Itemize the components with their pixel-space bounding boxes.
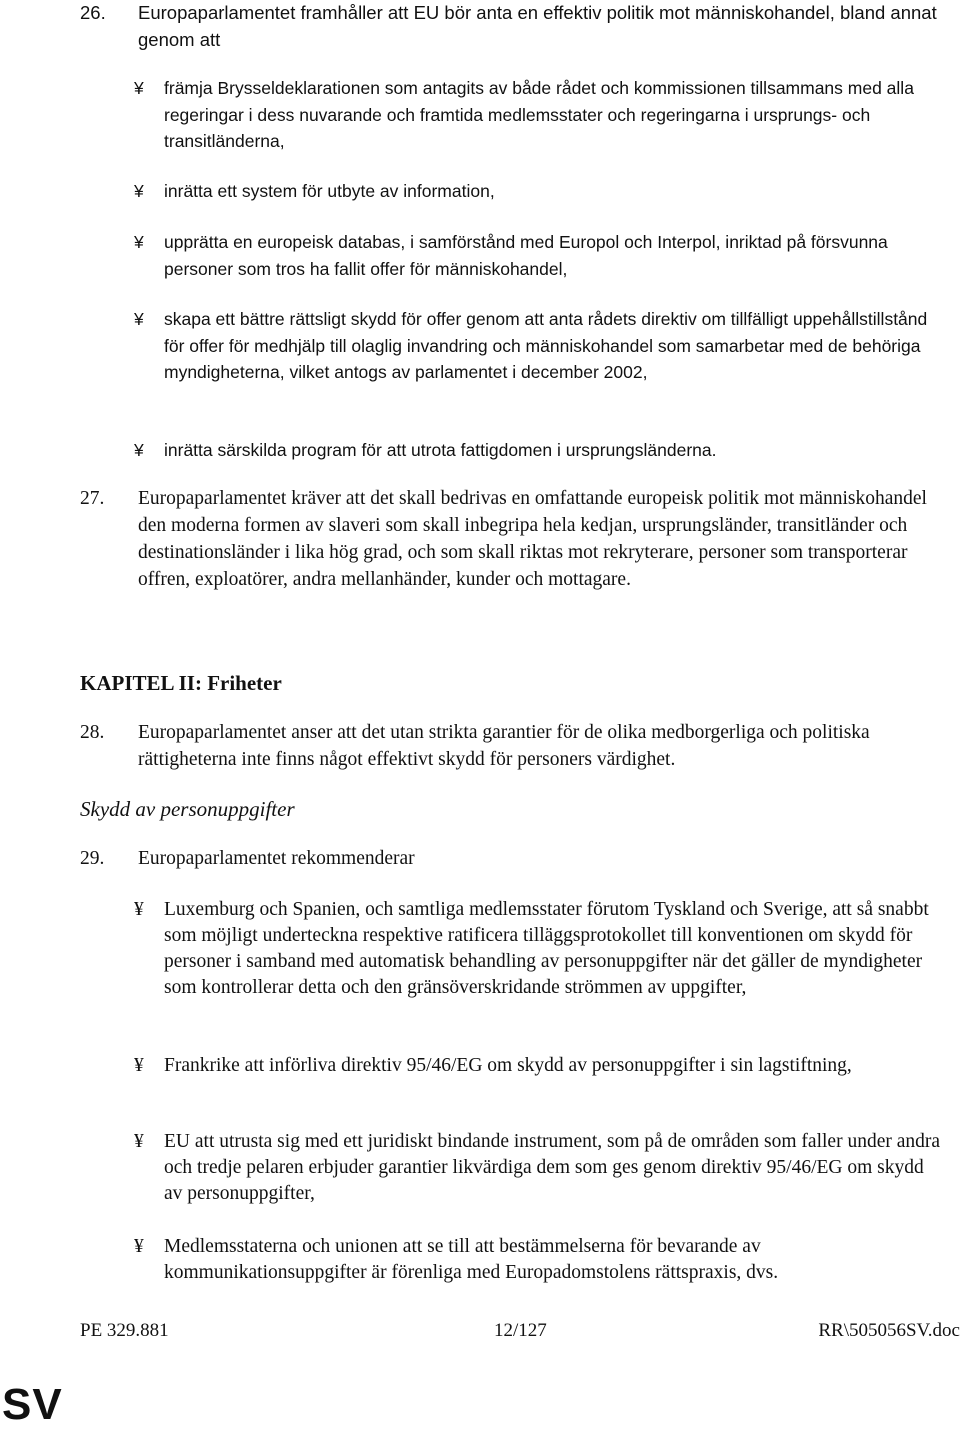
bullet-item (134, 1129, 944, 1207)
bullet-icon: ¥ (134, 232, 144, 252)
bullet-text: Luxemburg och Spanien, och samtliga medlemsstater förutom Tyskland och Sverige, att så snabbt som möjligt underteckna respektive ratificera tilläggsprotokollet till konventionen om skydd för personer i samband med automatisk behandling av personuppgifter när det gäller de myndigheter som kontrollerar detta och den gränsöverskridande strömmen av uppgifter, (164, 899, 929, 998)
bullet-icon: ¥ (134, 309, 144, 329)
chapter-heading: KAPITEL II: Friheter (80, 671, 282, 695)
paragraph-number: 26. (80, 2, 106, 23)
page-number: 12/127 (494, 1320, 547, 1341)
language-code: SV (2, 1380, 63, 1429)
paragraph-text: Europaparlamentet anser att det utan strikta garantier för de olika medborgerliga och politiska rättigheterna inte finns något effektivt skydd för personers värdighet. (138, 722, 870, 770)
section-subheading: Skydd av personuppgifter (80, 797, 295, 821)
paragraph-number: 29. (80, 848, 105, 869)
bullet-icon: ¥ (134, 1236, 144, 1257)
document-reference: PE 329.881 (80, 1320, 169, 1341)
bullet-icon: ¥ (134, 1131, 144, 1152)
bullet-icon: ¥ (134, 440, 144, 460)
bullet-icon: ¥ (134, 78, 144, 98)
bullet-item (134, 897, 944, 1001)
bullet-text: skapa ett bättre rättsligt skydd för offer genom att anta rådets direktiv om tillfälligt uppehållstillstånd för offer för medhjälp till olaglig invandring och människohandel som samarbetar med de behöriga myndigheterna, vilket antogs av parlamentet i december 2002, (164, 309, 928, 382)
bullet-item (134, 1234, 944, 1286)
bullet-text: inrätta särskilda program för att utrota fattigdomen i ursprungsländerna. (164, 440, 717, 460)
paragraph-text: Europaparlamentet framhåller att EU bör anta en effektiv politik mot människohandel, bland annat genom att (138, 2, 937, 50)
bullet-icon: ¥ (134, 181, 144, 201)
paragraph-29 (80, 845, 955, 872)
paragraph-number: 27. (80, 488, 105, 509)
page-footer (80, 1320, 960, 1346)
paragraph-28 (80, 719, 955, 773)
bullet-item (134, 306, 944, 386)
bullet-icon: ¥ (134, 1055, 144, 1076)
bullet-item (134, 178, 944, 205)
bullet-item (134, 437, 944, 464)
paragraph-text: Europaparlamentet rekommenderar (138, 848, 415, 869)
file-name: RR\505056SV.doc (818, 1320, 960, 1341)
paragraph-27 (80, 485, 955, 593)
bullet-text: Frankrike att införliva direktiv 95/46/EG om skydd av personuppgifter i sin lagstiftning, (164, 1055, 852, 1076)
paragraph-26 (80, 0, 955, 53)
bullet-text: Medlemsstaterna och unionen att se till att bestämmelserna för bevarande av kommunikationsuppgifter är förenliga med Europadomstolens rättspraxis, dvs. (164, 1236, 779, 1283)
bullet-item (134, 1053, 944, 1079)
bullet-item (134, 229, 944, 282)
paragraph-text: Europaparlamentet kräver att det skall bedrivas en omfattande europeisk politik mot människohandel den moderna formen av slaveri som skall inbegripa hela kedjan, ursprungsländer, transitländer och destinationsländer i lika hög grad, och som skall riktas mot rekryterare, personer som transporterar offren, exploatörer, andra mellanhänder, kunder och mottagare. (138, 488, 927, 590)
paragraph-number: 28. (80, 722, 105, 743)
bullet-text: upprätta en europeisk databas, i samförstånd med Europol och Interpol, inriktad på försvunna personer som tros ha fallit offer för människohandel, (164, 232, 888, 279)
bullet-text: EU att utrusta sig med ett juridiskt bindande instrument, som på de områden som faller under andra och tredje pelaren erbjuder garantier likvärdiga dem som ges genom direktiv 95/46/EG om skydd av personuppgifter, (164, 1131, 941, 1204)
bullet-text: inrätta ett system för utbyte av information, (164, 181, 495, 201)
bullet-text: främja Brysseldeklarationen som antagits av både rådet och kommissionen tillsammans med alla regeringar i dess nuvarande och framtida medlemsstater och regeringarna i ursprungs- och transitländerna, (164, 78, 914, 151)
bullet-icon: ¥ (134, 899, 144, 920)
bullet-item (134, 75, 944, 155)
